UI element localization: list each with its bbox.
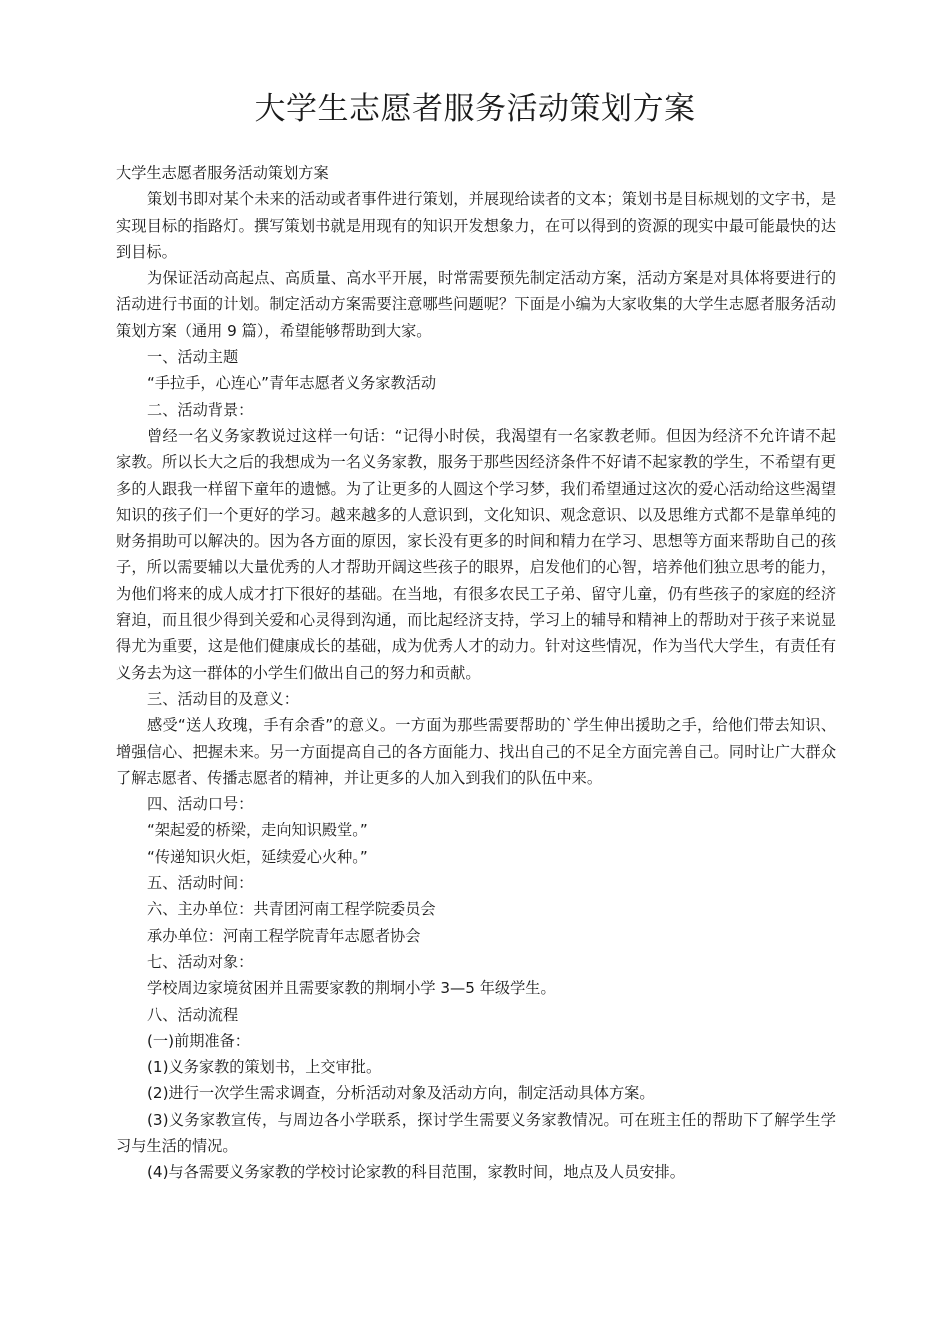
paragraph: 七、活动对象： [147,952,254,971]
paragraph: 五、活动时间： [147,874,254,893]
paragraph: 三、活动目的及意义： [147,689,299,708]
paragraph: (4)与各需要义务家教的学校讨论家教的科目范围，家教时间，地点及人员安排。 [147,1163,685,1182]
paragraph: 曾经一名义务家教说过这样一句话：“记得小时侯，我渴望有一名家教老师。但因为经济不允许请不起家教。所以长大之后的我想成为一名义务家教，服务于那些因经济条件不好请不起家教的学生，不希望有更多的人跟我一样留下童年的遗憾。为了让更多的人圆这个学习梦，我们希望通过这次的爱心活动给这些渴望知识的孩子们一个更好的学习。越来越多的人意识到，文化知识、观念意识、以及思维方式都不是靠单纯的财务捐助可以解决的。因为各方面的原因，家长没有更多的时间和精力在学习、思想等方面来帮助自己的孩子，所以需要辅以大量优秀的人才帮助开阔这些孩子的眼界，启发他们的心智，培养他们独立思考的能力，为他们将来的成人成才打下很好的基础。在当地，有很多农民工子弟、留守儿童，仍有些孩子的家庭的经济窘迫，而且很少得到关爱和心灵得到沟通，而比起经济支持，学习上的辅导和精神上的帮助对于孩子来说显得尤为重要，这是他们健康成长的基础，成为优秀人才的动力。针对这些情况，作为当代大学生，有责任有义务去为这一群体的小学生们做出自己的努力和贡献。 [116,426,836,682]
paragraph: (1)义务家教的策划书，上交审批。 [147,1058,382,1077]
paragraph: 策划书即对某个未来的活动或者事件进行策划，并展现给读者的文本；策划书是目标规划的文字书，是实现目标的指路灯。撰写策划书就是用现有的知识开发想象力，在可以得到的资源的现实中最可能最快的达到目标。 [116,190,836,261]
paragraph: 一、活动主题 [147,348,239,367]
paragraph: (2)进行一次学生需求调查，分析活动对象及活动方向，制定活动具体方案。 [147,1084,655,1103]
paragraph: “架起爱的桥梁，走向知识殿堂。” [147,821,368,840]
paragraph: 六、主办单位：共青团河南工程学院委员会 [147,900,436,919]
paragraph: 四、活动口号： [147,795,254,814]
paragraph: (一)前期准备： [147,1031,250,1050]
paragraph: 感受“送人玫瑰，手有余香”的意义。一方面为那些需要帮助的`学生伸出援助之手，给他们带去知识、增强信心、把握未来。另一方面提高自己的各方面能力、找出自己的不足全方面完善自己。同时让广大群众了解志愿者、传播志愿者的精神，并让更多的人加入到我们的队伍中来。 [116,716,836,787]
paragraph: 大学生志愿者服务活动策划方案 [116,164,329,182]
paragraph: 承办单位：河南工程学院青年志愿者协会 [147,926,421,945]
paragraph: (3)义务家教宣传，与周边各小学联系，探讨学生需要义务家教情况。可在班主任的帮助下了解学生学习与生活的情况。 [116,1110,836,1155]
document-body [116,160,836,1186]
paragraph: “手拉手，心连心”青年志愿者义务家教活动 [147,374,437,393]
document-title: 大学生志愿者服务活动策划方案 [254,91,696,127]
paragraph: 八、活动流程 [147,1005,239,1024]
paragraph: “传递知识火炬，延续爱心火种。” [147,847,368,866]
paragraph: 学校周边家境贫困并且需要家教的荆垌小学 3—5 年级学生。 [147,979,556,998]
paragraph: 为保证活动高起点、高质量、高水平开展，时常需要预先制定活动方案，活动方案是对具体将要进行的活动进行书面的计划。制定活动方案需要注意哪些问题呢？下面是小编为大家收集的大学生志愿者服务活动策划方案（通用 9 篇），希望能够帮助到大家。 [116,269,836,340]
paragraph: 二、活动背景： [147,400,254,419]
